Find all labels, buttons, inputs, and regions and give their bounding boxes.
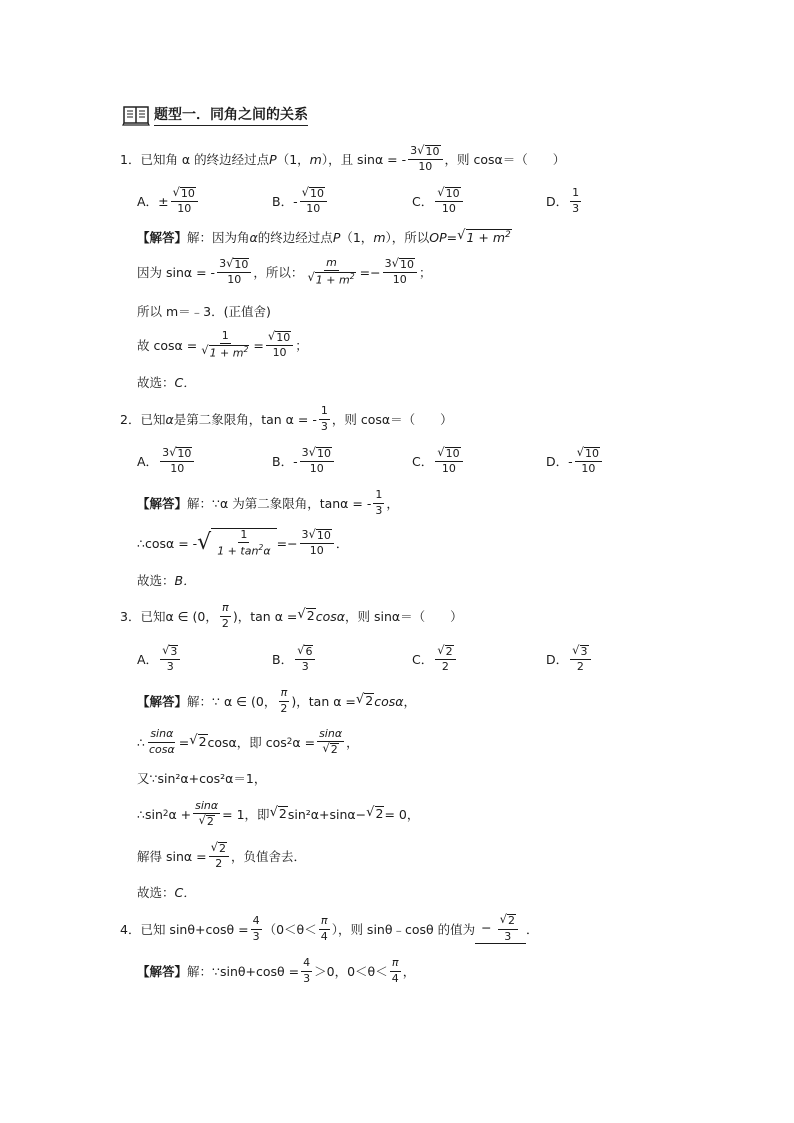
q1-solution-1: 【解答】 解： 因为角 α 的终边经过点 P （1， m ），所以 OP = √ $1 + m^2$ [137,227,511,245]
q2-solution-1: 【解答】 解： ∵α 为第二象限角，tanα = - $\frac{1}{3}$ ， [137,488,399,517]
q3-option-d[interactable]: D． √ 3 2 [546,642,593,676]
q4-stem: 4． 已知 sinθ+cosθ = $\frac{4}{3}$ （0＜θ＜ $\frac{\pi}{4}$ ），则 sinθ﹣cosθ 的值为 − √ 2 3 ． [120,912,539,943]
q2-option-b[interactable]: B． - 3 √ 10 10 [272,444,336,478]
q1-option-d[interactable]: D． $\frac{1}{3}$ [546,186,580,215]
q2-option-a[interactable]: A． 3 √ 10 10 [137,444,196,478]
q2-answer: 故选： B． [137,573,196,588]
q2-option-d[interactable]: D． - √ 10 10 [546,444,604,478]
q1-stem: 1． 已知角 α 的终边经过点 P （1， m ），且 sinα = - 3 √ 10 10 ，则 cosα＝（ ） [120,142,566,174]
q1-solution-4: 故 cosα = 1 √ $1 + m^2$ = √ 10 10 ； [137,328,308,360]
q3-solution-4: ∴sin 2 α + sinα √ 2 = 1，即 √ 2 sin²α+sinα− √ 2 = 0， [137,798,420,828]
q1-stem-frac: 3 √ 10 10 [408,145,442,174]
q2-solution-2: ∴cosα = - √ $\frac{1}{1 + \tan^2\alpha}$ =− 3 √ 10 10 ． [137,526,349,558]
book-icon [122,104,150,126]
q3-stem: 3． 已知α ∈ (0， $\frac{\pi}{2}$ )，tan α = √ 2 cosα ，则 sinα＝（ ） [120,601,463,630]
q3-solution-5: 解得 sinα = √ 2 2 ，负值舍去． [137,839,306,871]
q4-answer-blank: − √ 2 3 [475,914,526,944]
q1-option-a[interactable]: A． ± √ 10 10 [137,184,200,218]
q1-solution-3: 所以 m＝﹣3．(正值舍) [137,304,271,319]
q1-option-c[interactable]: C． √ 10 10 [412,184,465,218]
q1-option-b[interactable]: B． - √ 10 10 [272,184,329,218]
q2-option-c[interactable]: C． √ 10 10 [412,444,465,478]
q2-stem: 2． 已知 α 是第二象限角，tan α = - $\frac{1}{3}$ ，则 cosα＝（ ） [120,404,453,433]
section-heading [122,104,308,126]
q3-option-a[interactable]: A． √ 3 3 [137,642,182,676]
q3-solution-3: 又∵sin²α+cos²α＝1， [137,771,267,786]
q1-answer: 故选： C． [137,375,196,390]
q3-option-c[interactable]: C． √ 2 2 [412,642,458,676]
q3-option-b[interactable]: B． √ 6 3 [272,642,317,676]
q3-solution-1: 【解答】 解： ∵ α ∈ (0， $\frac{\pi}{2}$ )，tan α = √ 2 cosα ， [137,686,417,715]
q1-solution-2: 因为 sinα = - 3 √ 10 10 ，所以： m √ $1 + m^2$ =− 3 √ 10 10 ； [137,255,432,287]
q4-solution-1: 【解答】 解： ∵sinθ+cosθ = $\frac{4}{3}$ ＞0，0＜θ＜ $\frac{\pi}{4}$ ， [137,956,416,985]
section-title: 题型一．同角之间的关系 [154,104,308,126]
q3-answer: 故选： C． [137,885,196,900]
q3-solution-2: ∴ $\frac{\sin\alpha}{\cos\alpha}$ = √ 2 cosα，即 cos 2 α = sinα √ 2 ， [137,726,359,756]
